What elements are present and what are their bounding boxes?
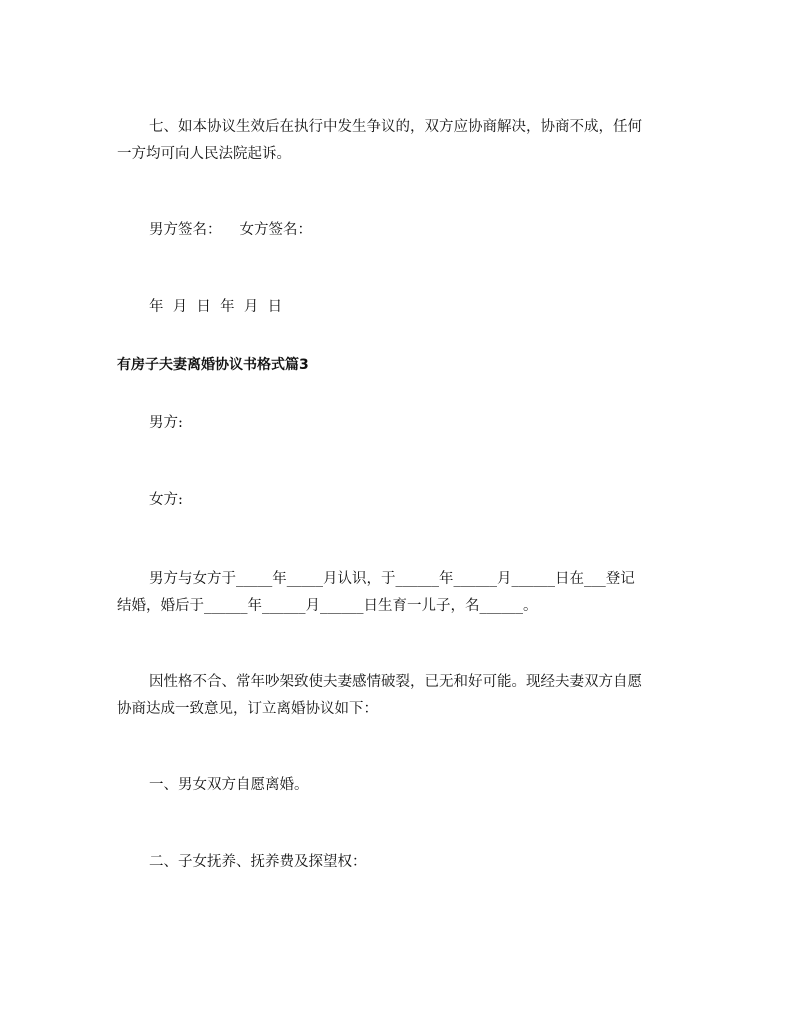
clause-1: 一、男女双方自愿离婚。 <box>149 777 309 793</box>
marriage-info-line-1: 男方与女方于_____年_____月认识，于______年______月______日在___登记 <box>149 571 635 587</box>
section-heading: 有房子夫妻离婚协议书格式篇3 <box>117 357 309 373</box>
signature-line <box>149 217 689 244</box>
clause-7-line-1: 七、如本协议生效后在执行中发生争议的，双方应协商解决，协商不成，任何 <box>149 119 642 135</box>
male-signature-label: 男方签名： <box>149 222 222 238</box>
marriage-info-line-2: 结婚，婚后于______年______月______日生育一儿子，名______。 <box>117 598 538 614</box>
reason-line-2: 协商达成一致意见，订立离婚协议如下： <box>117 701 378 717</box>
female-party-label: 女方: <box>149 492 183 508</box>
clause-2: 二、子女抚养、抚养费及探望权： <box>149 854 367 870</box>
date-line: 年 月 日 年 月 日 <box>149 299 283 315</box>
male-party-label: 男方: <box>149 415 183 431</box>
female-signature-label: 女方签名： <box>239 222 312 238</box>
clause-7-line-2: 一方均可向人民法院起诉。 <box>117 146 291 162</box>
reason-line-1: 因性格不合、常年吵架致使夫妻感情破裂，已无和好可能。现经夫妻双方自愿 <box>149 674 642 690</box>
